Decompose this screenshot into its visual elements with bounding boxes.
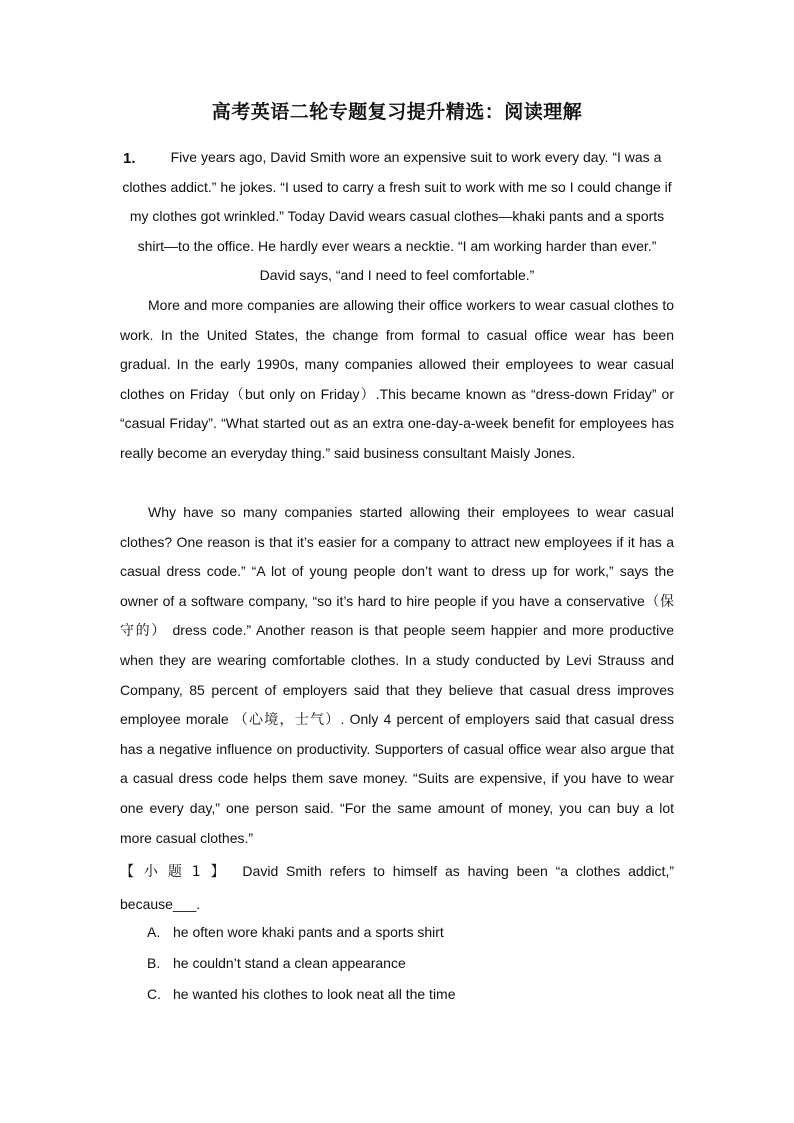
passage-paragraph-2: More and more companies are allowing their office workers to wear casual clothes to work. In the United States, the change from formal to casual office wear has been gradual. In the early 1990s, many companies allowed their employees to wear casual clothes on Friday（but only on Friday）.This became known as “dress-down Friday” or “casual Friday”. “What started out as an extra one-day-a-week benefit for employees has really become an everyday thing.” said business consultant Maisly Jones. xyxy=(120,297,674,461)
question-tag: 【小题1】 xyxy=(120,864,235,880)
question-text: David Smith refers to himself as having been “a clothes addict,” because___. xyxy=(120,863,674,912)
passage-paragraph-1 xyxy=(120,143,674,291)
option-text: he often wore khaki pants and a sports shirt xyxy=(173,924,444,940)
question-stem xyxy=(120,855,674,920)
question-number: 1. xyxy=(123,150,136,167)
option-a[interactable] xyxy=(147,917,456,948)
answer-options xyxy=(147,917,456,1010)
option-c[interactable] xyxy=(147,979,456,1010)
option-text: he couldn’t stand a clean appearance xyxy=(173,955,406,971)
paragraph-1-text: Five years ago, David Smith wore an expensive suit to work every day. “I was a clothes addict.” he jokes. “I used to carry a fresh suit to work with me so I could change if my clothes got wrinkled.” Today David wears casual clothes—khaki pants and a sports shirt—to the office. He hardly ever wears a necktie. “I am working harder than ever.” David says, “and I need to feel comfortable.” xyxy=(122,149,672,283)
option-letter: C. xyxy=(147,986,161,1002)
option-text: he wanted his clothes to look neat all the time xyxy=(173,986,456,1002)
passage-paragraph-3: Why have so many companies started allowing their employees to wear casual clothes? One reason is that it’s easier for a company to attract new employees if it has a casual dress code.” “A lot of young people don’t want to dress up for work,” says the owner of a software company, “so it’s hard to hire people if you have a conservative（保守的） dress code.” Another reason is that people seem happier and more productive when they are wearing comfortable clothes. In a study conducted by Levi Strauss and Company, 85 percent of employers said that they believe that casual dress improves employee morale （心境，士气）. Only 4 percent of employers said that casual dress has a negative influence on productivity. Supporters of casual office wear also argue that a casual dress code helps them save money. “Suits are expensive, if you have to wear one every day,” one person said. “For the same amount of money, you can buy a lot more casual clothes.” xyxy=(120,504,674,846)
page-title: 高考英语二轮专题复习提升精选：阅读理解 xyxy=(211,101,583,123)
option-letter: B. xyxy=(147,955,161,971)
option-letter: A. xyxy=(147,924,161,940)
option-b[interactable] xyxy=(147,948,456,979)
